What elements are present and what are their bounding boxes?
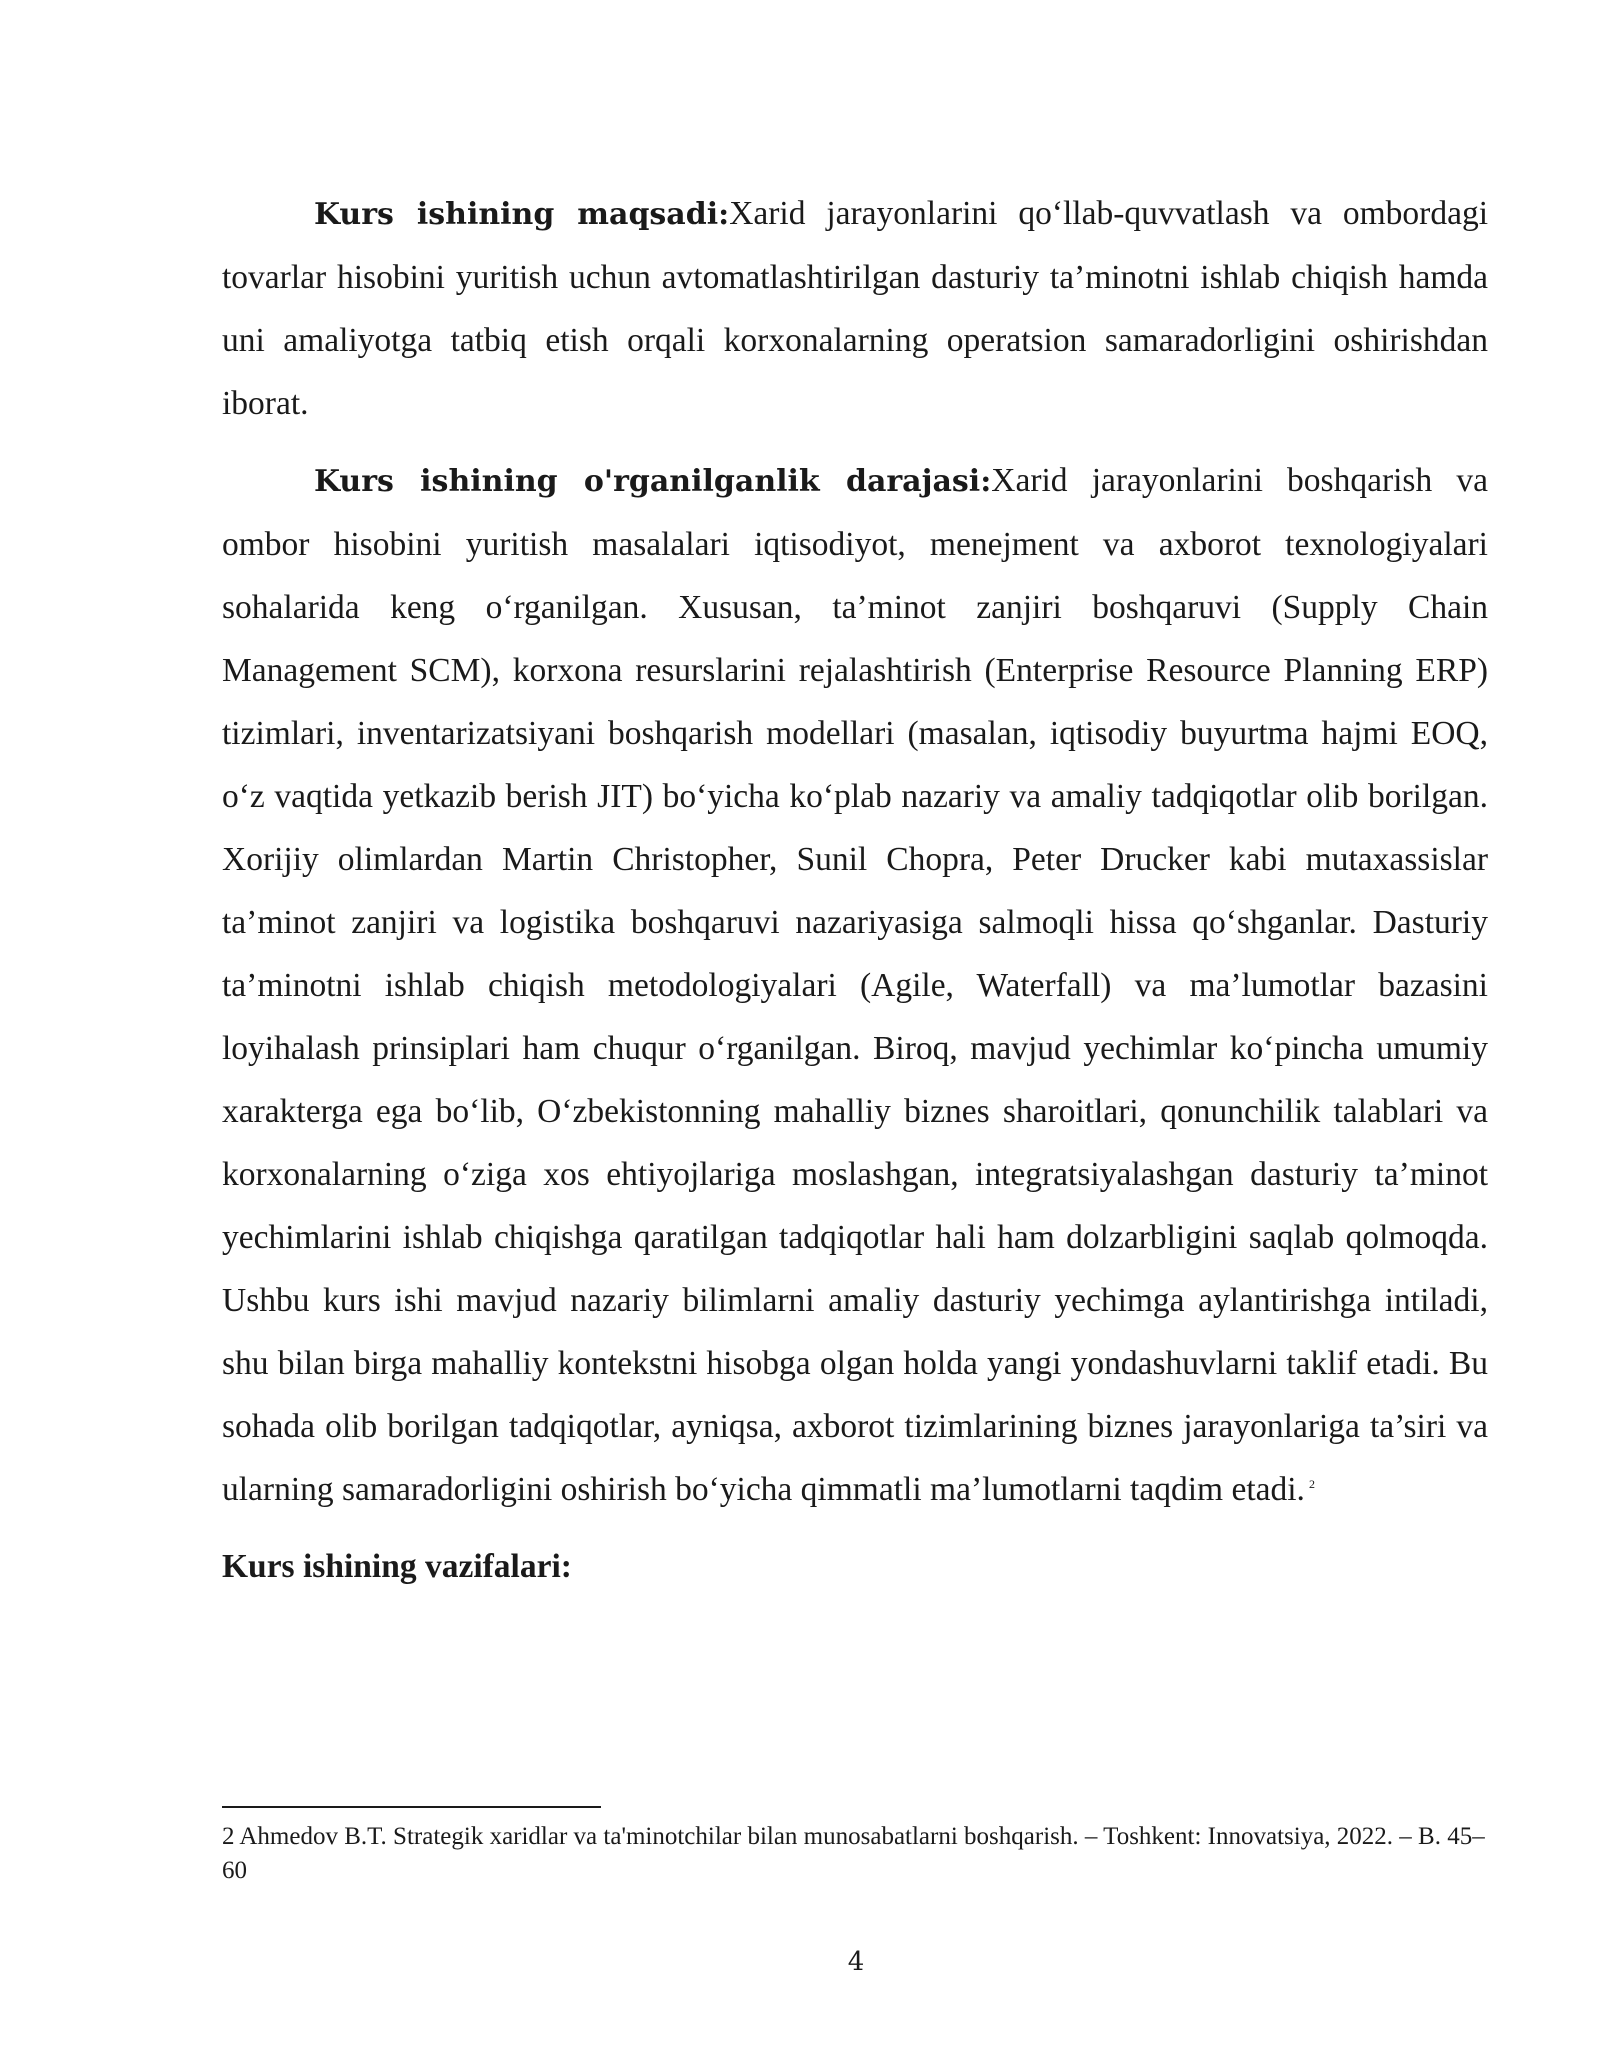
paragraph-goal-text: Xarid jarayonlarini qo‘llab-quvvatlash va ombordagi tovarlar hisobini yuritish uchun avtomatlashtirilgan dasturiy ta’minotni ishlab chiqish hamda uni amaliyotga tatbiq etish orqali korxonalarning operatsion samaradorligini oshirishdan iborat. <box>222 195 1488 422</box>
paragraph-goal-title: Kurs ishining maqsadi: <box>314 197 730 232</box>
footnote-text: 2 Ahmedov B.T. Strategik xaridlar va ta'minotchilar bilan munosabatlarni boshqarish. – Toshkent: Innovatsiya, 2022. – B. 45–60 <box>222 1823 1485 1884</box>
paragraph-study-level-title: Kurs ishining o'rganilganlik darajasi: <box>314 464 992 499</box>
paragraph-study-level <box>222 449 1488 1521</box>
section-heading-tasks: Kurs ishining vazifalari: <box>222 1548 572 1585</box>
paragraph-goal <box>222 182 1488 435</box>
main-text <box>222 182 1488 1598</box>
paragraph-study-level-text: Xarid jarayonlarini boshqarish va ombor hisobini yuritish masalalari iqtisodiyot, menejment va axborot texnologiyalari sohalarida keng o‘rganilgan. Xususan, ta’minot zanjiri boshqaruvi (Supply Chain Management SCM), korxona resurslarini rejalashtirish (Enterprise Resource Planning ERP) tizimlari, inventarizatsiyani boshqarish modellari (masalan, iqtisodiy buyurtma hajmi EOQ, o‘z vaqtida yetkazib berish JIT) bo‘yicha ko‘plab nazariy va amaliy tadqiqotlar olib borilgan. Xorijiy olimlardan Martin Christopher, Sunil Chopra, Peter Drucker kabi mutaxassislar ta’minot zanjiri va logistika boshqaruvi nazariyasiga salmoqli hissa qo‘shganlar. Dasturiy ta’minotni ishlab chiqish metodologiyalari (Agile, Waterfall) va ma’lumotlar bazasini loyihalash prinsiplari ham chuqur o‘rganilgan. Biroq, mavjud yechimlar ko‘pincha umumiy xarakterga ega bo‘lib, O‘zbekistonning mahalliy biznes sharoitlari, qonunchilik talablari va korxonalarning o‘ziga xos ehtiyojlariga moslashgan, integratsiyalashgan dasturiy ta’minot yechimlarini ishlab chiqishga qaratilgan tadqiqotlar hali ham dolzarbligini saqlab qolmoqda. Ushbu kurs ishi mavjud nazariy bilimlarni amaliy dasturiy yechimga aylantirishga intiladi, shu bilan birga mahalliy kontekstni hisobga olgan holda yangi yondashuvlarni taklif etadi. Bu sohada olib borilgan tadqiqotlar, ayniqsa, axborot tizimlarining biznes jarayonlariga ta’siri va ularning samaradorligini oshirish bo‘yicha qimmatli ma’lumotlarni taqdim etadi. <box>222 462 1488 1508</box>
page-number: 4 <box>847 1947 865 1977</box>
footnote-separator <box>222 1806 601 1808</box>
footnote-reference[interactable]: 2 <box>1308 1476 1315 1491</box>
